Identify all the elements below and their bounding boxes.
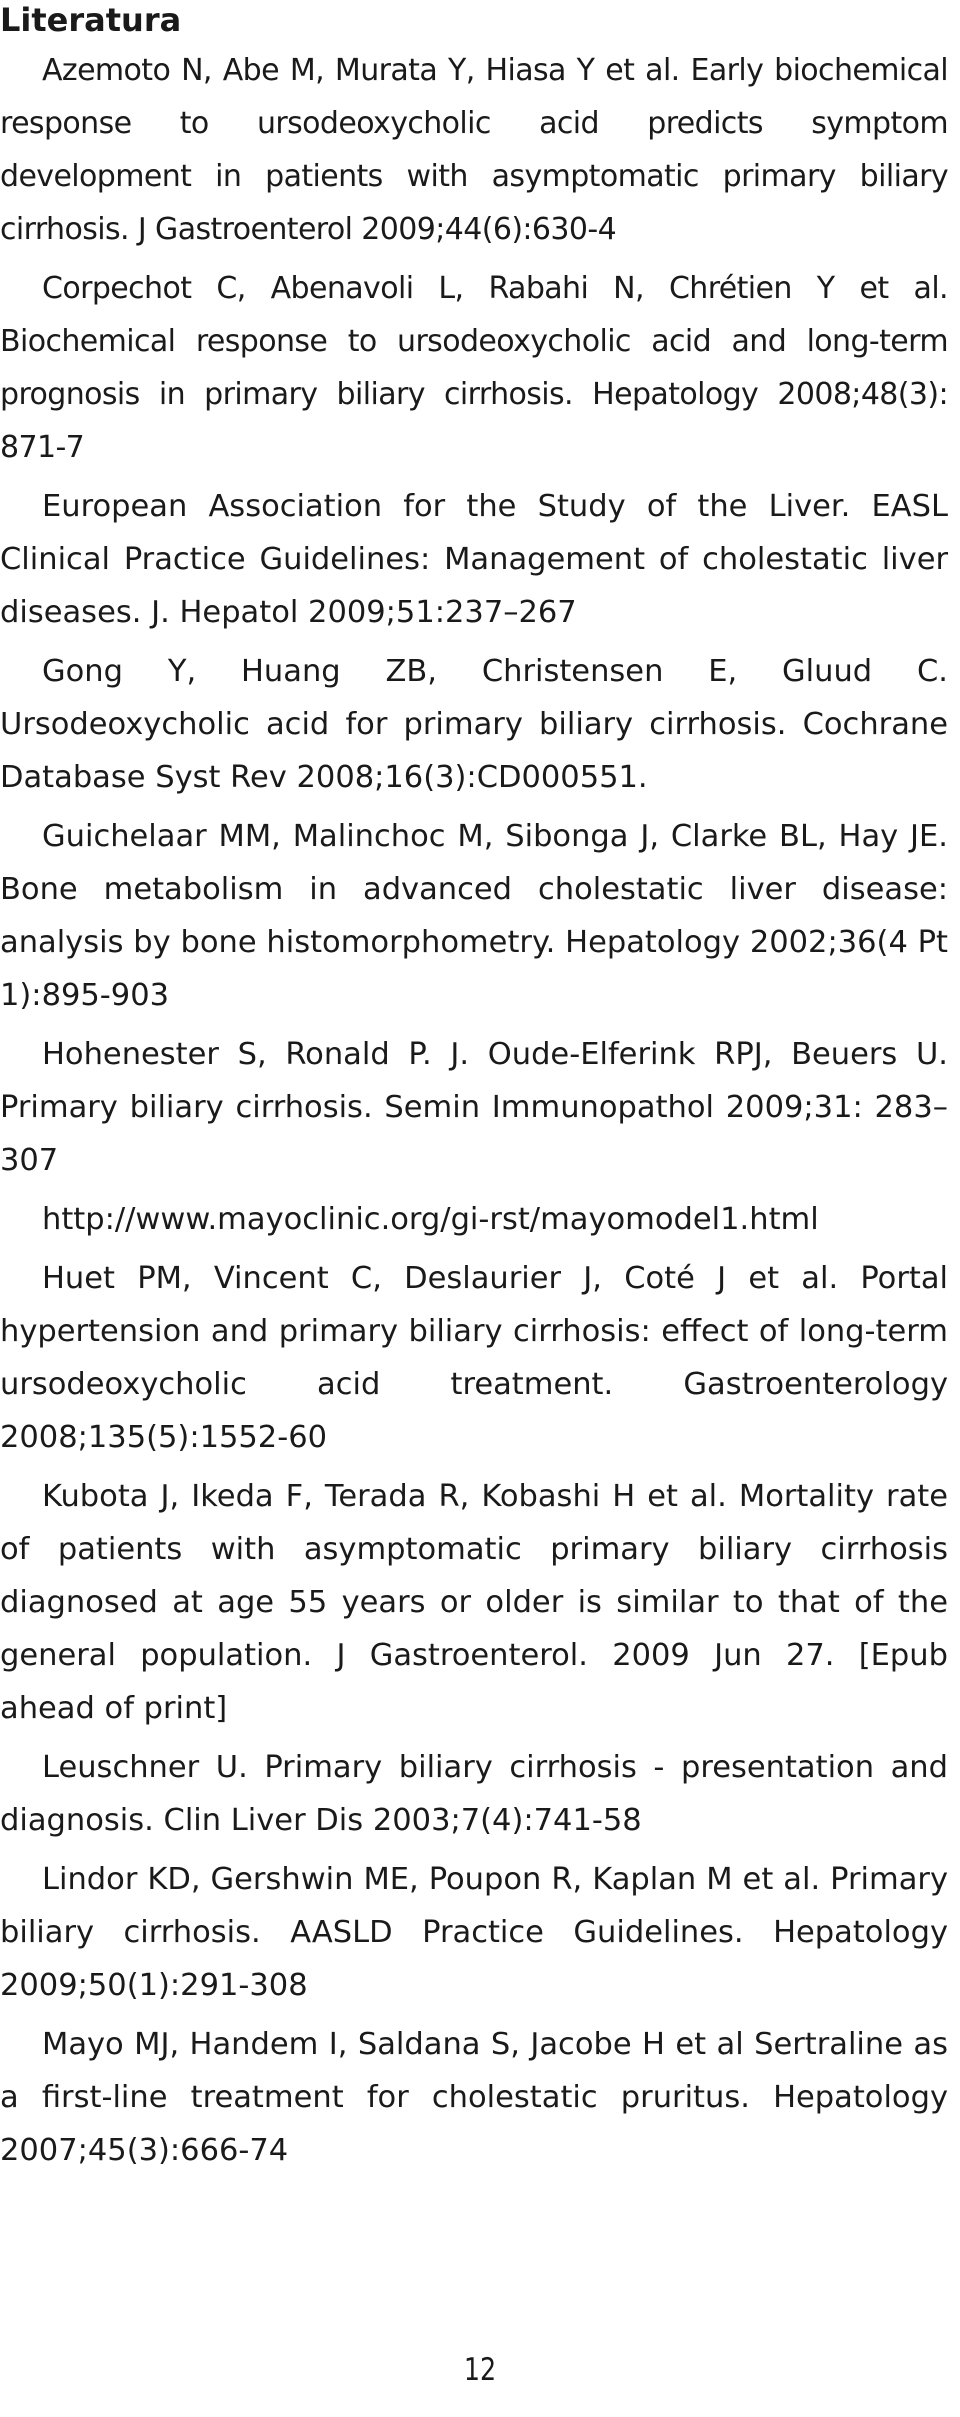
reference-link[interactable]: http://www.mayoclinic.org/gi-rst/mayomodel1.html <box>42 1202 819 1237</box>
section-heading: Literatura <box>0 1 182 39</box>
reference-item: Guichelaar MM, Malinchoc M, Sibonga J, Clarke BL, Hay JE. Bone metabolism in advanced cholestatic liver disease: analysis by bone histomorphometry. Hepatology 2002;36(4 Pt 1):895-903 <box>0 819 948 1013</box>
reference-item: Gong Y, Huang ZB, Christensen E, Gluud C. Ursodeoxycholic acid for primary biliary cirrhosis. Cochrane Database Syst Rev 2008;16(3):CD000551. <box>0 654 948 795</box>
reference-item: Corpechot C, Abenavoli L, Rabahi N, Chrétien Y et al. Biochemical response to ursodeoxycholic acid and long-term prognosis in primary biliary cirrhosis. Hepatology 2008;48(3): 871-7 <box>0 271 948 465</box>
reference-item: European Association for the Study of the Liver. EASL Clinical Practice Guidelines: Management of cholestatic liver diseases. J. Hepatol 2009;51:237–267 <box>0 489 948 630</box>
reference-item: Kubota J, Ikeda F, Terada R, Kobashi H et al. Mortality rate of patients with asymptomatic primary biliary cirrhosis diagnosed at age 55 years or older is similar to that of the general population. J Gastroenterol. 2009 Jun 27. [Epub ahead of print] <box>0 1479 948 1726</box>
page-number: 12 <box>463 2352 497 2388</box>
reference-item: Lindor KD, Gershwin ME, Poupon R, Kaplan M et al. Primary biliary cirrhosis. AASLD Practice Guidelines. Hepatology 2009;50(1):291-308 <box>0 1862 948 2003</box>
reference-item: Mayo MJ, Handem I, Saldana S, Jacobe H et al Sertraline as a first-line treatment for cholestatic pruritus. Hepatology 2007;45(3):666-74 <box>0 2027 948 2168</box>
reference-item: Leuschner U. Primary biliary cirrhosis - presentation and diagnosis. Clin Liver Dis 2003;7(4):741-58 <box>0 1750 948 1838</box>
reference-list <box>0 44 948 2183</box>
reference-item: Azemoto N, Abe M, Murata Y, Hiasa Y et al. Early biochemical response to ursodeoxycholic acid predicts symptom development in patients with asymptomatic primary biliary cirrhosis. J Gastroenterol 2009;44(6):630-4 <box>0 53 948 247</box>
reference-item: Huet PM, Vincent C, Deslaurier J, Coté J et al. Portal hypertension and primary biliary cirrhosis: effect of long-term ursodeoxycholic acid treatment. Gastroenterology 2008;135(5):1552-60 <box>0 1261 948 1455</box>
reference-item: Hohenester S, Ronald P. J. Oude-Elferink RPJ, Beuers U. Primary biliary cirrhosis. Semin Immunopathol 2009;31: 283–307 <box>0 1037 948 1178</box>
